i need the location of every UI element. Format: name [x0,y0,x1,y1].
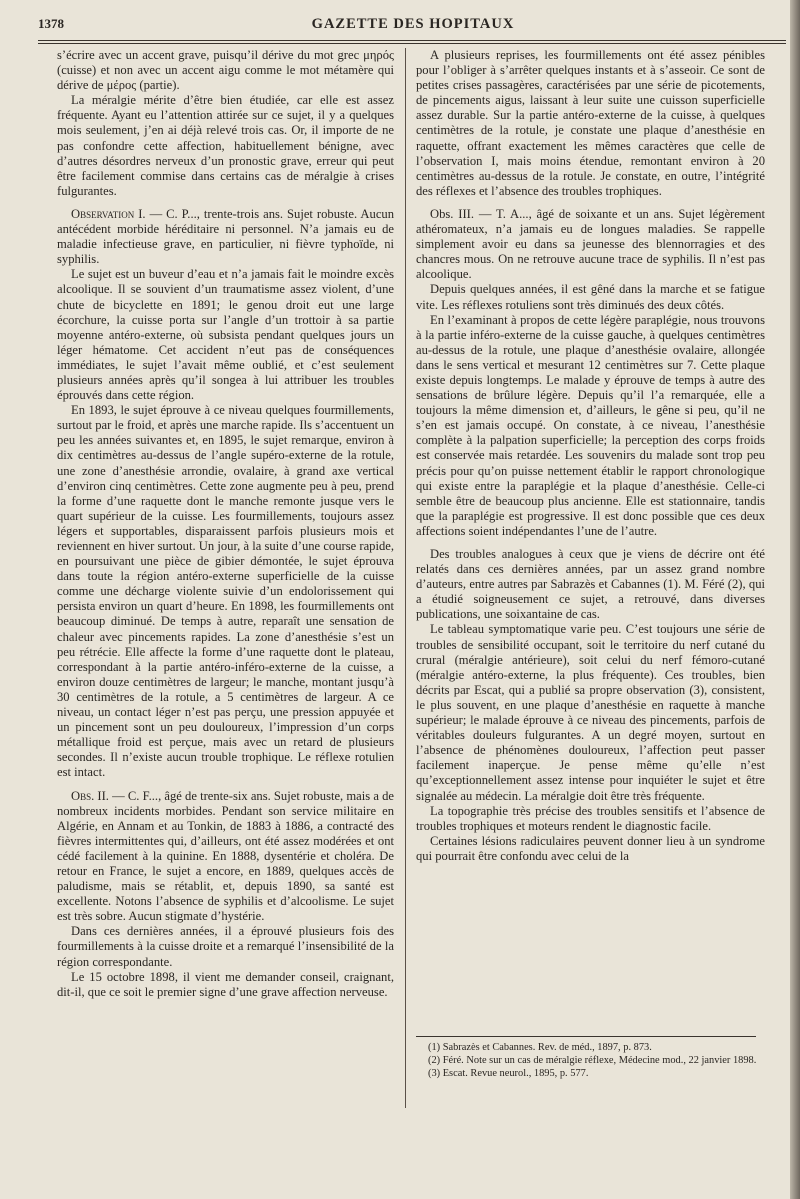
observation-2 [57,789,394,925]
column-divider [405,48,406,1108]
page-number: 1378 [38,16,64,31]
paragraph: En 1893, le sujet éprouve à ce niveau quelques fourmillements, surtout par le froid, et après une marche rapide. Ils s’accentuent un peu les années suivantes et, en 1895, le sujet remarque, environ à dix centimètres au-dessus de l’angle supéro-externe de la rotule, une zone d’anesthésie arrondie, ovalaire, à grand axe vertical d’environ cinq centimètres. Cette zone augmente peu à peu, prend la forme d’une raquette dont le manche remonte jusque vers le quart supérieur de la cuisse. Les fourmillements, toujours assez légers et supportables, disparaissent parfois plusieurs mois et reviennent en hiver surtout. Un jour, à la suite d’une course rapide, en poursuivant une pièce de gibier démontée, le sujet éprouva dans toute la région antéro-externe superficielle de la cuisse comme une décharge violente suivie d’un endolorissement qui persista environ un quart d’heure. En 1898, les fourmillements ont beaucoup diminué. De temps à autre, reparaît une sensation de chaleur avec pincements rapides. La zone d’anesthésie s’est un peu rétrécie. Elle affecte la forme d’une raquette dont le plateau, correspondant à la partie antéro-inféro-externe de la cuisse, a environ douze centimètres de largeur; le manche, montant jusqu’à 30 centimètres de la rotule, a 5 centimètres de largeur. A ce niveau, un contact léger n’est pas perçu, une pression appuyée et un pincement sont un peu douloureux, l’impression d’un corps métallique froid est perçue, mais avec un retard de plusieurs secondes. Il n’existe aucun trouble trophique. Le réflexe rotulien est intact. [57,403,394,780]
paragraph: En l’examinant à propos de cette légère paraplégie, nous trouvons à la partie inféro-externe de la cuisse gauche, à quelques centimètres au-dessus de la rotule, une plaque d’anesthésie ovalaire, allongée dans le sens vertical et mesurant 12 centimètres sur 7. Cette plaque existe depuis longtemps. Le malade y éprouve de temps à autre des sensations de brûlure légère. Depuis qu’il l’a remarquée, elle a toujours la même dimension et, d’ailleurs, le gêne si peu, qu’il ne s’en est jamais occupé. On constate, à ce niveau, l’anesthésie complète à la palpation superficielle; la perception des corps froids est conservée mais retardée. Les souvenirs du malade sont trop peu précis pour qu’on puisse nettement établir le rapport chronologique qui existe entre la paraplégie et la plaque d’anesthésie. Celle-ci semble être de beaucoup plus ancienne. Elle est stationnaire, tandis que la paraplégie est progressive. Il est donc possible que ces deux affections soient indépendantes l’une de l’autre. [416,312,765,538]
header-rule [38,40,786,44]
paragraph: Certaines lésions radiculaires peuvent donner lieu à un syndrome qui pourrait être confondu avec celui de la [416,833,765,863]
book-spine-edge [790,0,800,1199]
footnotes [416,1036,765,1080]
footnote: (3) Escat. Revue neurol., 1895, p. 577. [428,1068,589,1079]
paragraph: s’écrire avec un accent grave, puisqu’il dérive du mot grec μηρός (cuisse) et non avec un accent aigu comme le mot métamère qui dérive de μέρος (partie). [57,48,394,93]
paragraph: — C. F..., âgé de trente-six ans. Sujet robuste, mais a de nombreux incidents morbides. Pendant son service militaire en Algérie, en Annam et au Tonkin, de 1883 à 1886, a contracté des fièvres intermittentes qui, d’ailleurs, ont été assez modérées et ont cédé facilement à la quinine. En 1888, dysentérie et choléra. De retour en France, le sujet a encore, en 1889, quelques accès de paludisme, mais se rétablit, et, depuis 1890, sa santé est excellente. Notons l’absence de syphilis et d’alcoolisme. Le sujet est très sobre. Aucun stigmate d’hystérie. [57,788,394,924]
paragraph: — T. A..., âgé de soixante et un ans. Sujet légèrement athéromateux, n’a jamais eu de longues maladies. Se rappelle simplement avoir eu dans sa jeunesse des blennorragies et des chancres mous. On ne retrouve aucune trace de syphilis. Il n’est pas alcoolique. [416,206,766,282]
paragraph: Le 15 octobre 1898, il vient me demander conseil, craignant, dit-il, que ce soit le premier signe d’une grave affection nerveuse. [57,969,394,999]
footnote-rule [416,1036,756,1037]
observation-label: Observation I. [71,206,146,221]
paragraph: La topographie très précise des troubles sensitifs et l’absence de troubles trophiques et moteurs rendent le diagnostic facile. [416,803,765,833]
paragraph: Des troubles analogues à ceux que je viens de décrire ont été relatés dans ces dernières années, par un assez grand nombre d’auteurs, entre autres par Sabrazès et Cabannes (1). M. Féré (2), qui a étudié soigneusement ce sujet, a retrouvé, dans diverses publications, une soixantaine de cas. [416,547,765,622]
paragraph: Le tableau symptomatique varie peu. C’est toujours une série de troubles de sensibilité occupant, soit le territoire du nerf cutané du crural (méralgie antérieure), soit celui du nerf fémoro-cutané (méralgie antéro-externe, la plus fréquente). Ces troubles, bien décrits par Escat, qui a publié sa propre observation (3), consistent, le plus souvent, en une plaque d’anesthésie en raquette à manche supérieur; le malade éprouve à ce niveau des pincements, parfois de véritables douleurs fulgurantes. A un degré moyen, surtout en l’absence de phénomènes douloureux, l’affection peut passer facilement inaperçue. Je pense même qu’elle n’est qu’exceptionnellement assez intense pour inquiéter le sujet et être signalée au médecin. La méralgie doit être très fréquente. [416,622,765,803]
observation-label: Obs. II. [71,788,109,803]
paragraph: Depuis quelques années, il est gêné dans la marche et se fatigue vite. Les réflexes rotuliens sont très diminués des deux côtés. [416,282,765,312]
paragraph: La méralgie mérite d’être bien étudiée, car elle est assez fréquente. Ayant eu l’attention attirée sur ce sujet, il y a quelques mois seulement, j’en ai déjà relevé trois cas. Or, il importe de ne pas confondre cette affection, habituellement bénigne, avec d’autres désordres nerveux d’un pronostic grave, erreur qui peut être facilement commise dans certains cas de méralgie à crises fulgurantes. [57,93,394,198]
left-column [57,48,394,1000]
paragraph: Dans ces dernières années, il a éprouvé plusieurs fois des fourmillements à la cuisse droite et a remarqué l’insensibilité de la région correspondante. [57,924,394,969]
right-column [416,48,765,864]
running-head [38,14,788,38]
observation-3 [416,207,765,282]
footnote: (2) Féré. Note sur un cas de méralgie réflexe, Médecine mod., 22 janvier 1898. [428,1055,757,1066]
observation-1 [57,207,394,267]
paragraph: — C. P..., trente-trois ans. Sujet robuste. Aucun antécédent morbide héréditaire ni personnel. N’a jamais eu de maladie infectieuse grave, en particulier, ni fièvre typhoïde, ni syphilis. [57,206,395,267]
observation-label: Obs. III. [430,206,474,221]
footnote: (1) Sabrazès et Cabannes. Rev. de méd., 1897, p. 873. [428,1042,652,1053]
paragraph: A plusieurs reprises, les fourmillements ont été assez pénibles pour l’obliger à s’arrêter quelques instants et à s’asseoir. Ce sont de petites crises passagères, caractérisées par une série de picotements, de pincements aigus, laissant à leur suite une cuisson superficielle assez durable. Sur la partie antéro-externe de la cuisse, à quelques centimètres de la rotule, je constate une plaque d’anesthésie en raquette, offrant exactement les mêmes caractères que celle de l’observation I, mais moins étendue, remontant environ à 20 centimètres au-dessus de la rotule. Je constate, en outre, l’intégrité des réflexes et l’absence des troubles trophiques. [416,48,765,198]
journal-title: GAZETTE DES HOPITAUX [311,16,515,32]
paragraph: Le sujet est un buveur d’eau et n’a jamais fait le moindre excès alcoolique. Il se souvient d’un traumatisme assez violent, d’une chute de bicyclette en 1891; le genou droit eut une large écorchure, la cuisse porta sur l’angle d’un trottoir à sa partie moyenne antéro-externe, où subsista pendant quelques jours un léger hématome. Cet accident n’eut pas de conséquences immédiates, le sujet l’avait même oublié, et c’est seulement plusieurs années après qu’il songea à lui attribuer les troubles éprouvés dans cette région. [57,267,394,403]
